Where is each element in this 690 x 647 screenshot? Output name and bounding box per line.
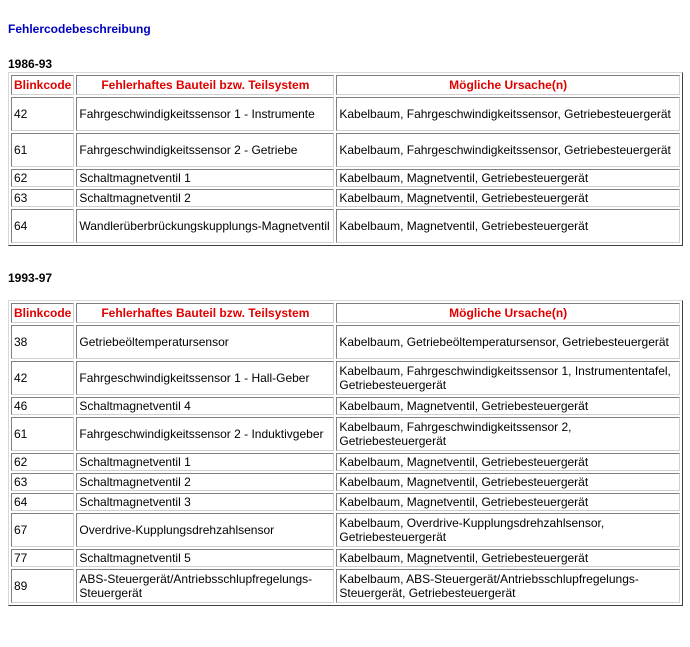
cell-cause: Kabelbaum, Fahrgeschwindigkeitssensor 2, Getriebesteuergerät [336,417,680,451]
header-blinkcode: Blinkcode [11,75,74,95]
cell-code: 62 [11,169,74,187]
table-row [11,133,680,167]
cell-code: 42 [11,361,74,395]
cell-cause: Kabelbaum, Magnetventil, Getriebesteuergerät [336,189,680,207]
table-row [11,513,680,547]
cell-cause: Kabelbaum, Getriebeöltemperatursensor, Getriebesteuergerät [336,325,680,359]
cell-component: Schaltmagnetventil 2 [76,189,334,207]
table-row [11,417,680,451]
table-row [11,569,680,603]
table-row [11,549,680,567]
table-row [11,189,680,207]
cell-code: 46 [11,397,74,415]
cell-component: Schaltmagnetventil 4 [76,397,334,415]
cell-cause: Kabelbaum, Magnetventil, Getriebesteuergerät [336,397,680,415]
table-header-row [11,75,680,95]
header-component: Fehlerhaftes Bauteil bzw. Teilsystem [76,75,334,95]
cell-code: 64 [11,209,74,243]
fault-code-table-1993-97 [8,300,683,606]
cell-cause: Kabelbaum, ABS-Steuergerät/Antriebsschlupfregelungs-Steuergerät, Getriebesteuergerät [336,569,680,603]
cell-code: 67 [11,513,74,547]
table-header-row [11,303,680,323]
table-row [11,97,680,131]
cell-component: Schaltmagnetventil 1 [76,453,334,471]
cell-cause: Kabelbaum, Magnetventil, Getriebesteuergerät [336,493,680,511]
table-row [11,397,680,415]
cell-component: Schaltmagnetventil 2 [76,473,334,491]
header-cause: Mögliche Ursache(n) [336,75,680,95]
cell-cause: Kabelbaum, Magnetventil, Getriebesteuergerät [336,453,680,471]
cell-code: 63 [11,473,74,491]
table-row [11,361,680,395]
cell-code: 77 [11,549,74,567]
table-row [11,325,680,359]
cell-component: Fahrgeschwindigkeitssensor 2 - Induktivgeber [76,417,334,451]
cell-component: ABS-Steuergerät/Antriebsschlupfregelungs-Steuergerät [76,569,334,603]
cell-cause: Kabelbaum, Magnetventil, Getriebesteuergerät [336,209,680,243]
cell-component: Schaltmagnetventil 3 [76,493,334,511]
header-cause: Mögliche Ursache(n) [336,303,680,323]
cell-component: Schaltmagnetventil 1 [76,169,334,187]
table-row [11,453,680,471]
cell-code: 89 [11,569,74,603]
cell-code: 61 [11,133,74,167]
cell-code: 63 [11,189,74,207]
cell-cause: Kabelbaum, Magnetventil, Getriebesteuergerät [336,473,680,491]
cell-cause: Kabelbaum, Fahrgeschwindigkeitssensor, Getriebesteuergerät [336,97,680,131]
cell-component: Fahrgeschwindigkeitssensor 1 - Hall-Geber [76,361,334,395]
cell-cause: Kabelbaum, Magnetventil, Getriebesteuergerät [336,169,680,187]
page-title: Fehlercodebeschreibung [8,22,151,36]
cell-cause: Kabelbaum, Fahrgeschwindigkeitssensor 1, Instrumententafel, Getriebesteuergerät [336,361,680,395]
cell-cause: Kabelbaum, Fahrgeschwindigkeitssensor, Getriebesteuergerät [336,133,680,167]
cell-component: Fahrgeschwindigkeitssensor 2 - Getriebe [76,133,334,167]
table-row [11,169,680,187]
cell-code: 42 [11,97,74,131]
cell-component: Getriebeöltemperatursensor [76,325,334,359]
table-row [11,493,680,511]
cell-code: 64 [11,493,74,511]
header-blinkcode: Blinkcode [11,303,74,323]
cell-cause: Kabelbaum, Magnetventil, Getriebesteuergerät [336,549,680,567]
cell-code: 61 [11,417,74,451]
cell-component: Fahrgeschwindigkeitssensor 1 - Instrumente [76,97,334,131]
cell-code: 62 [11,453,74,471]
cell-code: 38 [11,325,74,359]
cell-component: Overdrive-Kupplungsdrehzahlsensor [76,513,334,547]
header-component: Fehlerhaftes Bauteil bzw. Teilsystem [76,303,334,323]
table-row [11,473,680,491]
fault-code-table-1986-93 [8,72,683,246]
cell-component: Schaltmagnetventil 5 [76,549,334,567]
section-title-1986-93: 1986-93 [8,57,53,71]
section-title-1993-97: 1993-97 [8,271,53,285]
table-row [11,209,680,243]
cell-cause: Kabelbaum, Overdrive-Kupplungsdrehzahlsensor, Getriebesteuergerät [336,513,680,547]
cell-component: Wandlerüberbrückungskupplungs-Magnetventil [76,209,334,243]
